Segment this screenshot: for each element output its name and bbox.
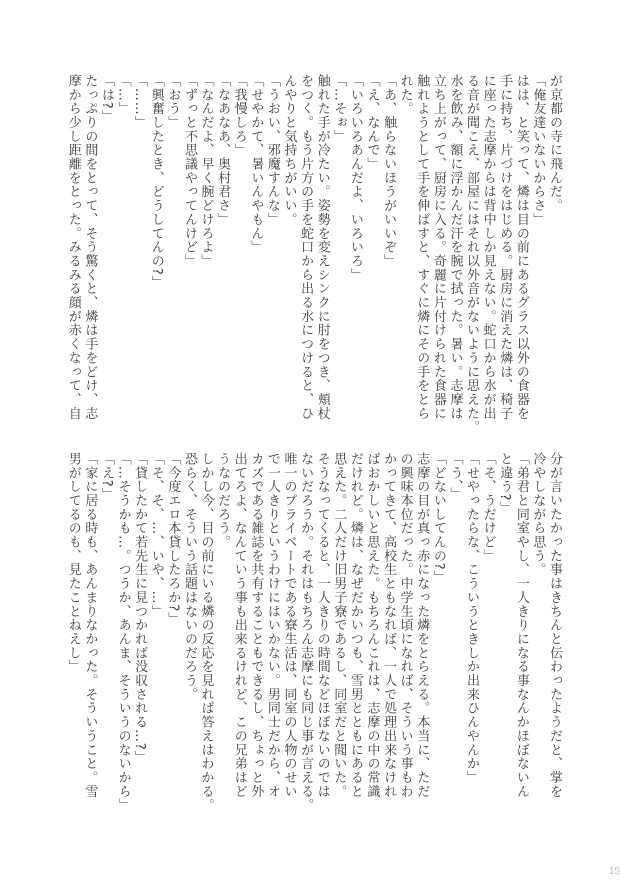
text-line: 「…」 <box>115 74 131 116</box>
text-line: 「家に居る時も、あんまりなかった。そういうこと。雪 <box>82 452 98 799</box>
text-line: 「おう」 <box>165 74 181 130</box>
text-line: たっぷりの間をとって、そう驚くと、燐は手をどけ、志 <box>82 74 98 421</box>
text-line: 思えた。二人だけ旧男子寮であるし、同室だと聞いた。 <box>331 452 347 799</box>
text-line: 「弟君と同室やし、一人きりになる事なんかほぼないん <box>513 452 529 799</box>
page-number: 15 <box>608 866 620 877</box>
text-line: 志摩の目が真っ赤になった燐をとらえる。本当に、ただ <box>414 452 430 799</box>
text-line: れた。 <box>397 74 413 116</box>
text-line: に座った志摩からは背中しか見えない。蛇口から水が出 <box>480 74 496 421</box>
text-line: る音が聞こえ、部屋にはそれ以外音がないように思えた。 <box>464 74 480 435</box>
text-line: 手に持ち、片づけをはじめる。厨房に消えた燐は、椅子 <box>497 74 513 421</box>
text-line: 「貸したかて若先生に見つかれば没収される…?」 <box>132 452 148 765</box>
text-line: 「なんだよ、早く腕どけろよ」 <box>198 74 214 268</box>
text-block-bottom <box>62 452 562 813</box>
text-line: 触れた手が冷たい。姿勢を変えシンクに肘をつき、頬杖 <box>314 74 330 421</box>
text-line: 「そ、そ、…、いや、…」 <box>148 452 164 619</box>
text-line: かってきて、高校生ともなれば、一人で処理出来なけれ <box>381 452 397 799</box>
text-line: 水を飲み、額に浮かんだ汗を腕で拭った。暑い。志摩は <box>447 74 463 421</box>
text-line: 「ずっと不思議やってんけど」 <box>181 74 197 268</box>
text-line: 「なあなあ、奥村君さ」 <box>215 74 231 227</box>
text-line: カズである雑誌を共有することもできるし、ちょっと外 <box>248 452 264 799</box>
text-line: しかし今、目の前にいる燐の反応を見れば答えはわかる。 <box>198 452 214 813</box>
text-line: 「あ、触らないほうがいいぞ」 <box>381 74 397 268</box>
text-line: 「そ、うだけど」 <box>480 452 496 563</box>
text-line: 唯一のプライベートである寮生活は、同室の人物のせい <box>281 452 297 799</box>
text-line: ばおかしいと思えた。もちろんこれは、志摩の中の常識 <box>364 452 380 799</box>
text-line: 「……」 <box>132 74 148 130</box>
text-line: 「どないしてんの?」 <box>430 452 446 585</box>
text-line: 「いろいろあんだよ、いろいろ」 <box>347 74 363 282</box>
text-line: 「…そぉ」 <box>331 74 347 144</box>
text-line: の興味本位だった。中学生頃になれば、そういう事もわ <box>397 452 413 799</box>
text-line: うなのだろう。 <box>215 452 231 549</box>
text-line: だけれど。燐は、なぜだかいつも、雪男とともにあると <box>347 452 363 799</box>
text-line: 「…そうかも…。つうか、あんま、そういうのないから」 <box>115 452 131 813</box>
text-line: が京都の寺に飛んだ。 <box>547 74 562 213</box>
text-line: 「うおい、邪魔すんな」 <box>264 74 280 227</box>
text-line: をつく。もう片方の手を蛇口から出る水につけると、ひ <box>298 74 314 421</box>
text-block-top <box>62 74 562 435</box>
text-line: 「我慢しろ」 <box>231 74 247 158</box>
text-line: んやりと気持ちがいい。 <box>281 74 297 227</box>
text-line: 「え、なんで」 <box>364 74 380 171</box>
text-line: 「う、」 <box>447 452 463 501</box>
text-line: 「は?」 <box>98 74 114 124</box>
text-line: 「興奮したとき、どうしてんの?」 <box>148 74 164 290</box>
text-line: 「せやかて、暑いんやもん」 <box>248 74 264 255</box>
text-line: 「え?」 <box>98 452 114 502</box>
text-line: 男がしてるのも、見たことねえし」 <box>65 452 81 674</box>
text-line: 「俺友達いないからさ」 <box>530 74 546 227</box>
text-line: はは、と笑って、燐は目の前にあるグラス以外の食器を <box>513 74 529 421</box>
text-line: 「せやったらな、こういうときしか出来ひんやんか」 <box>464 452 480 785</box>
text-line: 触れようとして手を伸ばすと、すぐに燐にその手をとら <box>414 74 430 421</box>
text-line: 分が言いたかった事はきちんと伝わったようだと、掌を <box>547 452 562 799</box>
text-line: 立ち上がって、厨房に入る。奇麗に片付けられた食器に <box>430 74 446 421</box>
text-line: 出てろよ、なんていう事も出来るけれど、この兄弟はど <box>231 452 247 799</box>
text-line: 冷やしながら思う。 <box>530 452 546 577</box>
text-line: ないだろうか。それはもちろん志摩にも同じ事が言える。 <box>298 452 314 813</box>
text-line: で一人きりというわけにはいかない。男同士だから、オ <box>264 452 280 799</box>
text-line: と違う?」 <box>497 452 513 516</box>
text-line: 摩から少し距離をとった。みるみる顔が赤くなって、自 <box>65 74 81 421</box>
text-line: 「今度エロ本貸したろか?」 <box>165 452 181 626</box>
text-line: そうなってくると、一人きりの時間などほぼないのでは <box>314 452 330 799</box>
text-line: 恐らく、そういう話題はないのだろう。 <box>181 452 197 702</box>
